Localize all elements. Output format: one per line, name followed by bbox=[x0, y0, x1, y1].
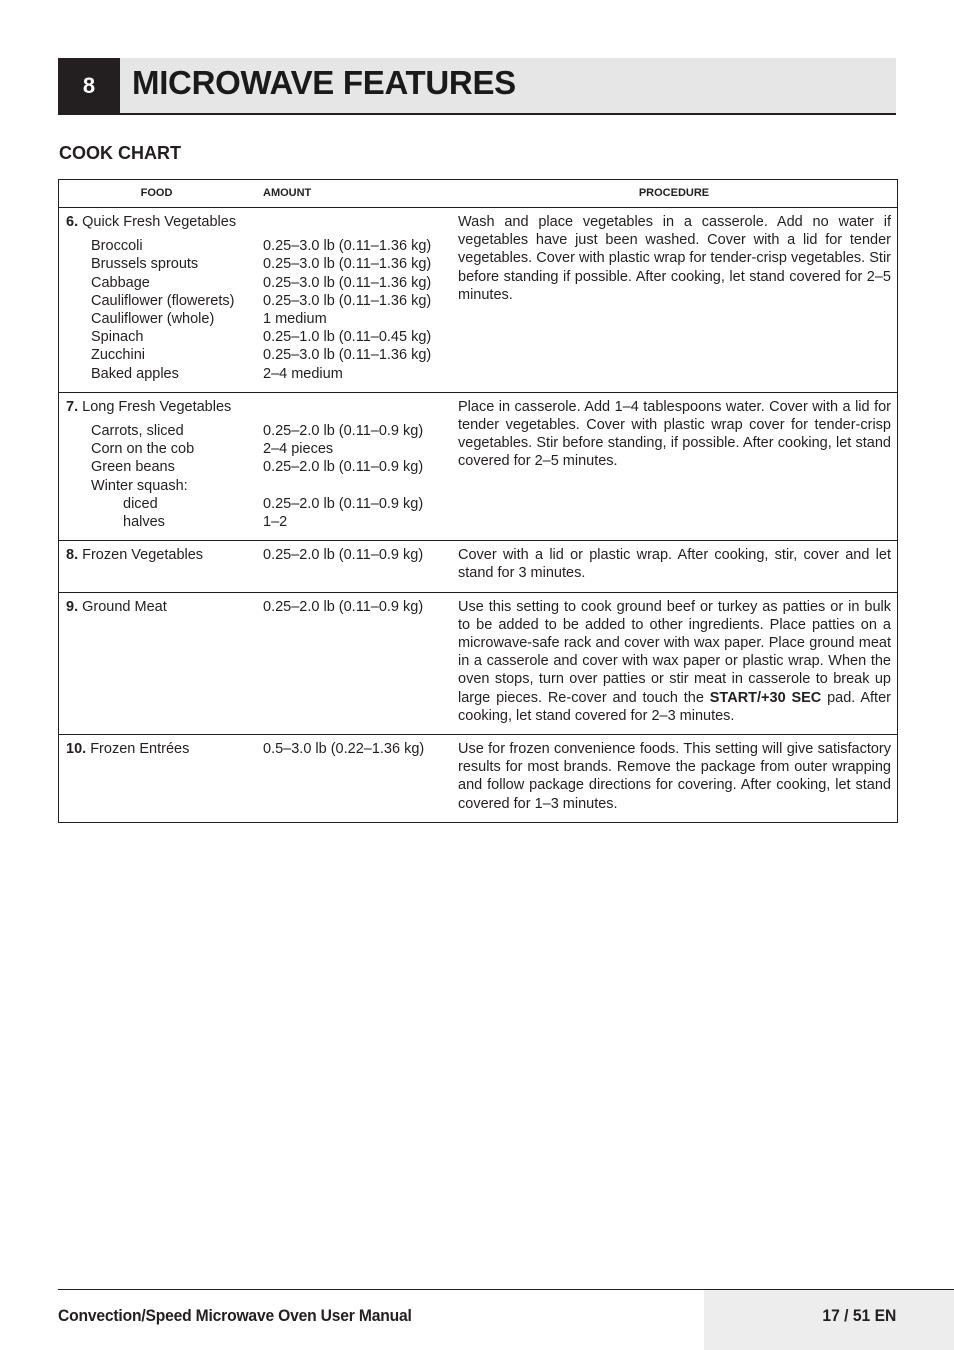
amount-value: 0.25–3.0 lb (0.11–1.36 kg) bbox=[263, 347, 432, 364]
section-title: COOK CHART bbox=[59, 143, 181, 163]
food-item: Broccoli bbox=[91, 238, 143, 255]
amount-value: 0.25–2.0 lb (0.11–0.9 kg) bbox=[263, 423, 424, 440]
amount-value: 0.25–2.0 lb (0.11–0.9 kg) bbox=[254, 592, 451, 734]
amount-value: 1–2 bbox=[263, 514, 288, 531]
cook-chart-table bbox=[58, 179, 898, 823]
food-item: Green beans bbox=[91, 459, 175, 476]
table-header-row bbox=[59, 180, 898, 208]
table-row bbox=[59, 592, 898, 734]
food-name: 9. Ground Meat bbox=[66, 598, 167, 615]
footer-page-number: 17 / 51 EN bbox=[822, 1306, 896, 1325]
procedure-cell: Place in casserole. Add 1–4 tablespoons water. Cover with a lid for tender vegetables. Cover with plastic wrap cover for tender-crisp vegetables. Stir before standing, if possible. After cooking, let stand covered for 2–5 minutes. bbox=[451, 392, 898, 540]
amount-value: 0.25–3.0 lb (0.11–1.36 kg) bbox=[263, 238, 432, 255]
food-item: Spinach bbox=[91, 329, 144, 346]
column-header-food: FOOD bbox=[59, 180, 255, 208]
amount-value: 2–4 pieces bbox=[263, 441, 334, 458]
food-name: 7. Long Fresh Vegetables bbox=[66, 398, 232, 415]
food-item: Cauliflower (whole) bbox=[91, 311, 215, 328]
procedure-cell: Cover with a lid or plastic wrap. After cooking, stir, cover and let stand for 3 minutes. bbox=[451, 541, 898, 592]
amount-value: 1 medium bbox=[263, 311, 327, 327]
food-item: halves bbox=[123, 514, 165, 531]
amount-value: 2–4 medium bbox=[263, 365, 343, 382]
amount-value: 0.5–3.0 lb (0.22–1.36 kg) bbox=[254, 735, 451, 823]
food-cell bbox=[59, 735, 255, 823]
procedure-cell: Use this setting to cook ground beef or turkey as patties or in bulk to be added to be added to other ingredients. Place patties on a microwave-safe rack and cover with wax paper. Place ground meat in a casserole and cover with wax paper or plastic wrap. When the oven stops, turn over patties or stir meat in casserole to break up large pieces. Re-cover and touch the START/+30 SEC pad. After cooking, let stand covered for 2–3 minutes. bbox=[451, 592, 898, 734]
food-item: diced bbox=[123, 495, 158, 512]
procedure-cell: Use for frozen convenience foods. This setting will give satisfactory results for most brands. Remove the package from outer wrapping and follow package directions for covering. After cooking, let stand covered for 1–3 minutes. bbox=[451, 735, 898, 823]
amount-value: 0.25–3.0 lb (0.11–1.36 kg) bbox=[263, 256, 432, 273]
food-cell bbox=[59, 592, 255, 734]
chapter-header bbox=[58, 58, 896, 115]
food-item: Baked apples bbox=[91, 365, 179, 382]
chapter-title: MICROWAVE FEATURES bbox=[132, 64, 516, 101]
food-item: Cauliflower (flowerets) bbox=[91, 292, 235, 309]
amount-cell bbox=[254, 208, 451, 393]
food-item: Winter squash: bbox=[91, 477, 188, 494]
footer-manual-title: Convection/Speed Microwave Oven User Manual bbox=[58, 1306, 412, 1325]
amount-value: 0.25–3.0 lb (0.11–1.36 kg) bbox=[263, 292, 432, 309]
table-row bbox=[59, 392, 898, 540]
food-name: 10. Frozen Entrées bbox=[66, 741, 190, 758]
food-name: 8. Frozen Vegetables bbox=[66, 547, 204, 564]
column-header-amount: AMOUNT bbox=[254, 180, 451, 208]
button-reference: START/+30 SEC bbox=[709, 689, 822, 706]
table-row bbox=[59, 208, 898, 393]
food-item: Corn on the cob bbox=[91, 441, 195, 458]
food-cell bbox=[59, 208, 255, 393]
amount-value bbox=[263, 477, 445, 495]
food-cell bbox=[59, 541, 255, 592]
food-item: Cabbage bbox=[91, 274, 150, 291]
amount-value: 0.25–2.0 lb (0.11–0.9 kg) bbox=[263, 459, 424, 476]
food-cell bbox=[59, 392, 255, 540]
amount-value: 0.25–1.0 lb (0.11–0.45 kg) bbox=[263, 329, 432, 346]
amount-value: 0.25–2.0 lb (0.11–0.9 kg) bbox=[263, 495, 424, 512]
food-name: 6. Quick Fresh Vegetables bbox=[66, 214, 237, 230]
table-row bbox=[59, 541, 898, 592]
table-row bbox=[59, 735, 898, 823]
amount-value: 0.25–2.0 lb (0.11–0.9 kg) bbox=[254, 541, 451, 592]
food-item: Zucchini bbox=[91, 347, 145, 364]
amount-cell bbox=[254, 392, 451, 540]
chapter-number: 8 bbox=[58, 58, 120, 113]
column-header-procedure: PROCEDURE bbox=[451, 180, 898, 208]
food-item: Brussels sprouts bbox=[91, 256, 199, 273]
procedure-cell: Wash and place vegetables in a casserole. Add no water if vegetables have just been washed. Cover with a lid for tender vegetables. Cover with plastic wrap for tender-crisp vegetables. Stir before standing if possible. After cooking, let stand covered for 2–5 minutes. bbox=[451, 208, 898, 393]
food-item: Carrots, sliced bbox=[91, 423, 184, 440]
amount-value: 0.25–3.0 lb (0.11–1.36 kg) bbox=[263, 274, 432, 291]
